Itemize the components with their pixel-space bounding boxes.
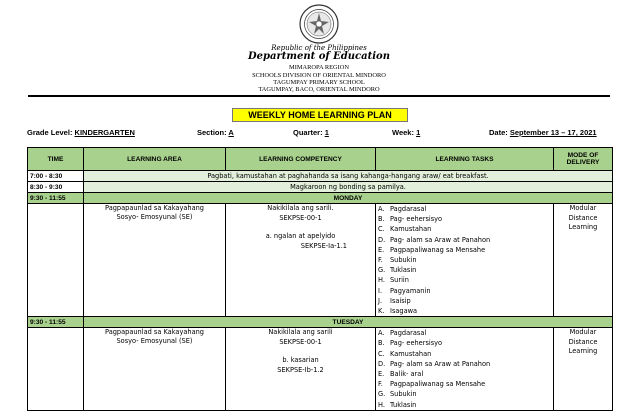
list-item: E. Pagpapaliwanag sa Mensahe [378,245,486,254]
deped-seal-icon [299,4,339,44]
time-cell: 9:30 - 11:55 [28,317,84,328]
republic-line: Republic of the Philippines [271,44,367,52]
list-item: G. Subukin [378,390,417,399]
grade-level: Grade Level: KINDERGARTEN [27,128,135,137]
table-row [28,328,613,411]
list-item: F. Pagpapaliwanag sa Mensahe [378,380,486,389]
routine-cell: Magkaroon ng bonding sa pamilya. [84,182,613,193]
region-line: MIMAROPA REGION [289,64,349,71]
day-label: TUESDAY [84,317,613,328]
list-item: A. Pagdarasal [378,329,427,338]
address-line: TAGUMPAY, BACO, ORIENTAL MINDORO [258,86,380,93]
mode-of-delivery-cell: Modular Distance Learning [554,328,613,411]
list-item: B. Pag- eehersisyo [378,339,443,348]
learning-tasks-cell [376,328,554,411]
table-row [28,182,613,193]
day-row-tuesday [28,317,613,328]
learning-competency-cell: Nakikilala ang sarili. SEKPSE-00-1 a. ngalan at apelyido SEKPSE-Ia-1.1 [226,204,376,317]
section: Section: A [197,128,234,137]
time-cell [28,204,84,317]
learning-area-cell: Pagpapaunlad sa Kakayahang Sosyo- Emosyunal (SE) [84,204,226,317]
list-item: C. Kamustahan [378,225,432,234]
list-item: D. Pag- alam sa Araw at Panahon [378,235,491,244]
list-item: H. Suriin [378,276,409,285]
time-cell [28,328,84,411]
col-mode-of-delivery: MODE OF DELIVERY [554,148,613,171]
list-item: A. Pagdarasal [378,205,427,213]
department-name: Department of Education [248,51,390,62]
learning-plan-table [27,147,613,411]
plan-title: WEEKLY HOME LEARNING PLAN [232,108,408,122]
col-learning-area: LEARNING AREA [84,148,226,171]
week: Week: 1 [392,128,421,137]
learning-area-cell: Pagpapaunlad sa Kakayahang Sosyo- Emosyunal (SE) [84,328,226,411]
list-item: G. Tuklasin [378,266,417,275]
division-line: SCHOOLS DIVISION OF ORIENTAL MINDORO [252,72,386,79]
col-learning-tasks: LEARNING TASKS [376,148,554,171]
list-item: J. Isaisip [378,296,411,305]
time-cell: 7:00 - 8:30 [28,171,84,182]
routine-cell: Pagbati, kamustahan at paghahanda sa isang kahanga-hangang araw/ eat breakfast. [84,171,613,182]
table-row [28,204,613,317]
learning-competency-cell: Nakikilala ang sarili SEKPSE-00-1 b. kasarian SEKPSE-Ib-1.2 [226,328,376,411]
day-row-monday [28,193,613,204]
list-item: K. Isagawa [378,307,418,316]
list-item: D. Pag- alam sa Araw at Panahon [378,359,491,368]
table-header-row [28,148,613,171]
list-item: I. Pagyamanin [378,286,431,295]
quarter: Quarter: 1 [293,128,329,137]
time-cell: 8:30 - 9:30 [28,182,84,193]
date: Date: September 13 – 17, 2021 [489,128,597,137]
learning-tasks-cell [376,204,554,317]
list-item: F. Subukin [378,256,417,265]
list-item: E. Balik- aral [378,370,424,379]
list-item: H. Tuklasin [378,400,417,409]
mode-of-delivery-cell: Modular Distance Learning [554,204,613,317]
header-divider [28,95,610,97]
list-item: C. Kamustahan [378,349,432,358]
school-line: TAGUMPAY PRIMARY SCHOOL [273,79,365,86]
col-time: TIME [28,148,84,171]
time-cell: 9:30 - 11:55 [28,193,84,204]
table-row [28,171,613,182]
day-label: MONDAY [84,193,613,204]
col-learning-competency: LEARNING COMPETENCY [226,148,376,171]
list-item: B. Pag- eehersisyo [378,215,443,224]
